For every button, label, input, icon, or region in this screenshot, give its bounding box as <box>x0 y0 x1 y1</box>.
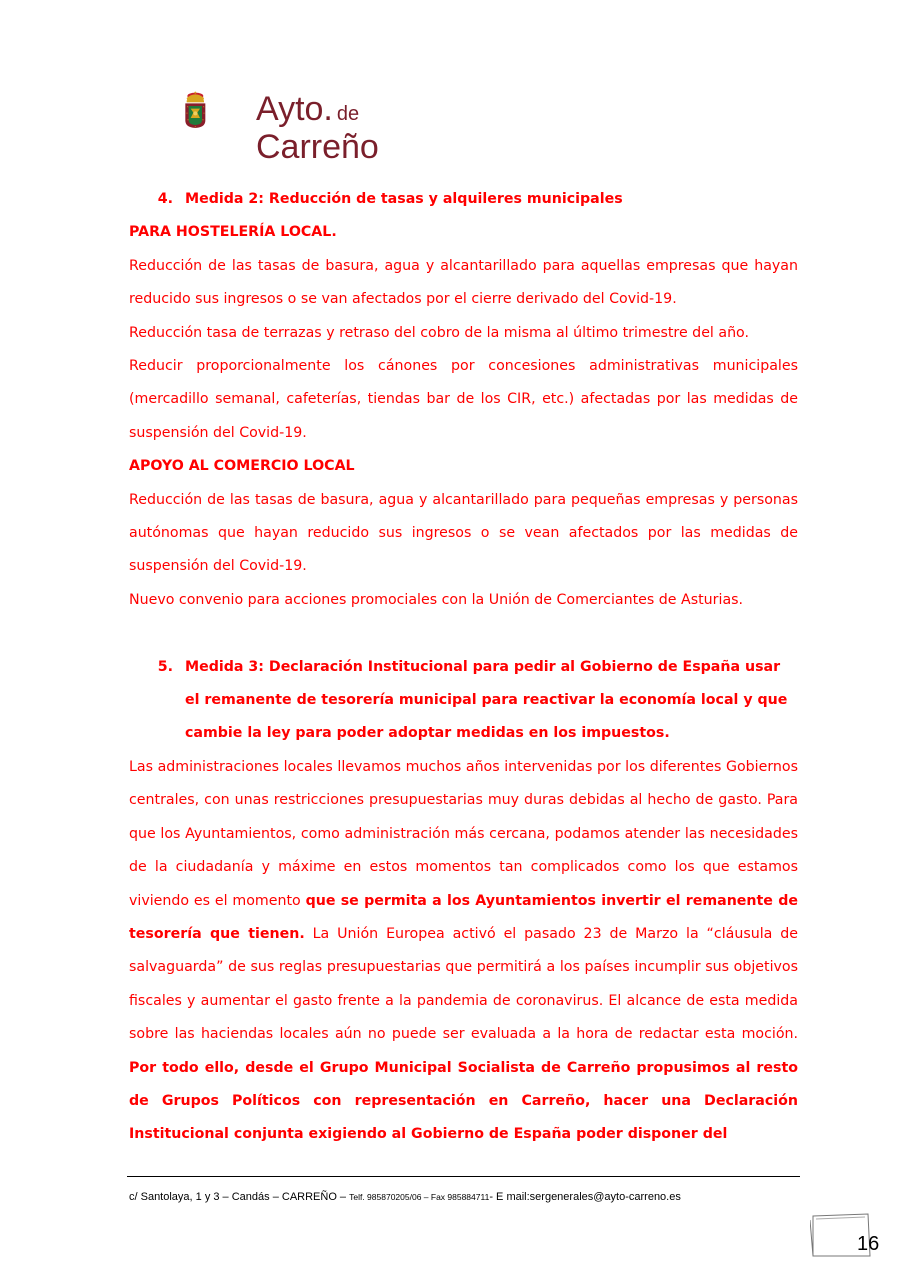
section-4-number: 4. <box>157 191 173 207</box>
section-4-title: Medida 2: Reducción de tasas y alquileres municipales <box>185 191 623 207</box>
logo-text-ayto: Ayto. de <box>256 90 360 128</box>
svg-text:✕: ✕ <box>187 118 189 122</box>
section-4-heading <box>129 183 798 216</box>
footer-address: c/ Santolaya, 1 y 3 – Candás – CARREÑO – Telf. 985870205/06 – Fax 985884711- E mail:sergenerales@ayto-carreno.es <box>129 1191 681 1203</box>
page-number: 16 <box>857 1233 880 1255</box>
section-5-heading <box>129 651 798 751</box>
paragraph-bold-text: Por todo ello, desde el Grupo Municipal Socialista de Carreño propusimos al resto de Grupos Políticos con representación en Carreño, hacer una Declaración Institucional conjunta exigiendo al Gobierno de España poder disponer del <box>129 1059 798 1143</box>
section-5-number: 5. <box>157 658 173 675</box>
svg-text:✕: ✕ <box>186 112 188 115</box>
svg-text:✕: ✕ <box>202 105 205 109</box>
footer-divider <box>127 1176 800 1177</box>
subheading-hosteleria: PARA HOSTELERÍA LOCAL. <box>129 224 337 241</box>
paragraph: Reducción de las tasas de basura, agua y alcantarillado para aquellas empresas que hayan reducido sus ingresos o se van afectados por el cierre derivado del Covid-19. <box>129 257 798 308</box>
paragraph-text: Las administraciones locales llevamos muchos años intervenidas por los diferentes Gobiernos centrales, con unas restricciones presupuestarias muy duras debidas al hecho de gasto. Para que los Ayuntamientos, como administración más cercana, podamos atender las necesidades de la ciudadanía y máxime en estos momentos tan complicados como los que estamos viviendo es el momento <box>129 758 798 909</box>
blank-line <box>129 617 798 650</box>
paragraph <box>129 751 798 1152</box>
svg-text:✕: ✕ <box>203 112 205 115</box>
logo-text-carreno: Carreño <box>256 128 379 166</box>
subheading-comercio: APOYO AL COMERCIO LOCAL <box>129 458 355 475</box>
footer-email: - E mail:sergenerales@ayto-carreno.es <box>489 1191 681 1203</box>
paragraph: Reducir proporcionalmente los cánones por concesiones administrativas municipales (mercadillo semanal, cafeterías, tiendas bar de los CIR, etc.) afectadas por las medidas de suspensión del Covid-19. <box>129 358 798 441</box>
paragraph: Reducción de las tasas de basura, agua y alcantarillado para pequeñas empresas y personas autónomas que hayan reducido sus ingresos o se vean afectados por las medidas de suspensión del Covid-19. <box>129 491 798 575</box>
document-body <box>129 183 798 1152</box>
svg-text:✕: ✕ <box>202 118 204 122</box>
footer-phone: Telf. 985870205/06 – Fax 985884711 <box>349 1192 490 1202</box>
svg-text:✕: ✕ <box>194 125 197 129</box>
logo-text-de: de <box>336 103 360 125</box>
paragraph-text: La Unión Europea activó el pasado 23 de Marzo la “cláusula de salvaguarda” de sus reglas presupuestarias que permitirá a los países incumplir sus objetivos fiscales y aumentar el gasto frente a la pandemia de coronavirus. El alcance de esta medida sobre las haciendas locales aún no puede ser evaluada a la hora de redactar esta moción. <box>129 925 799 1043</box>
paragraph-bold-text: que se permita a los Ayuntamientos invertir el remanente de tesorería que tienen. <box>129 892 798 942</box>
svg-text:✕: ✕ <box>186 105 189 109</box>
paragraph: Reducción tasa de terrazas y retraso del cobro de la misma al último trimestre del año. <box>129 324 749 341</box>
paragraph: Nuevo convenio para acciones promociales con la Unión de Comerciantes de Asturias. <box>129 591 744 608</box>
coat-of-arms-logo <box>184 54 254 166</box>
section-5-title: Medida 3: Declaración Institucional para pedir al Gobierno de España usar el remanente de tesorería municipal para reactivar la economía local y que cambie la ley para poder adoptar medidas en los impuestos. <box>185 658 788 742</box>
